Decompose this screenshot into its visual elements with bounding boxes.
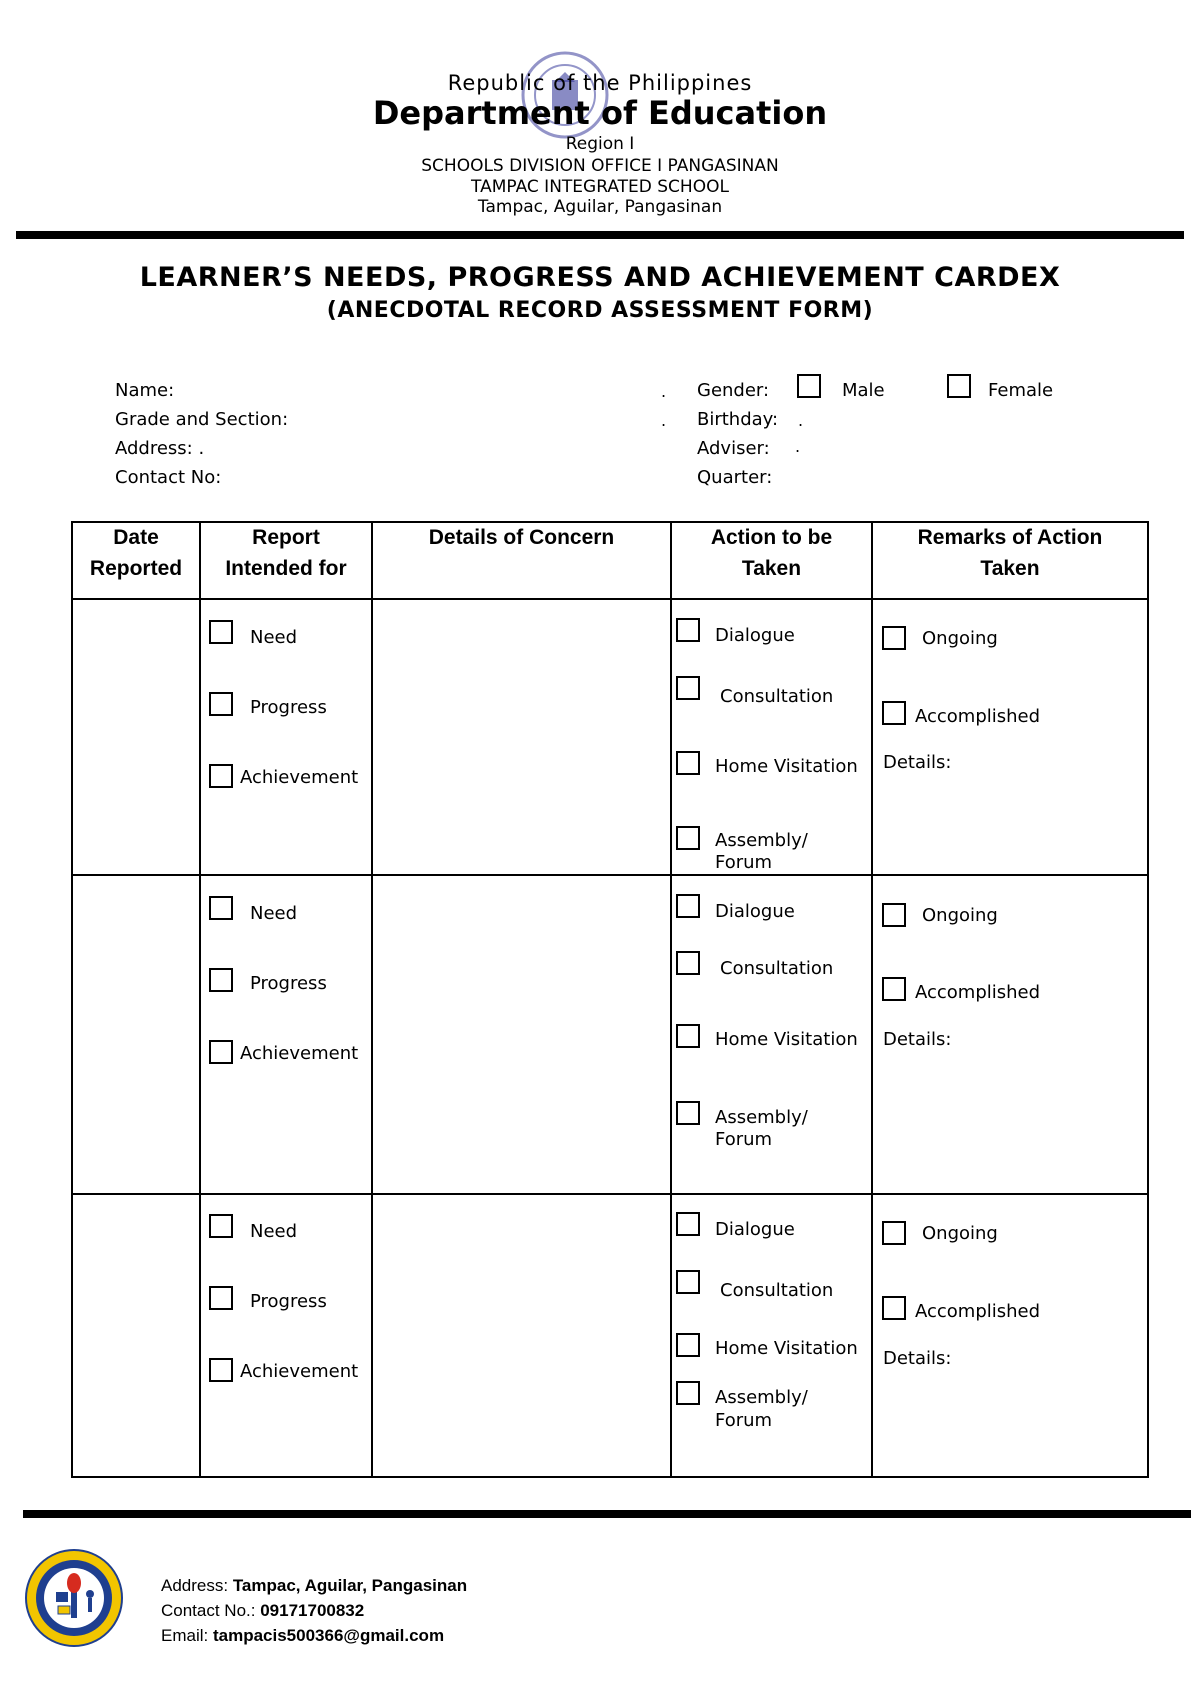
row2-ongoing-label: Ongoing xyxy=(922,905,998,926)
row2-progress-label: Progress xyxy=(250,973,327,994)
row1-consultation-label: Consultation xyxy=(720,686,834,707)
adviser-label: Adviser: xyxy=(697,438,770,459)
row1-need-checkbox[interactable] xyxy=(209,620,233,644)
table-border-left xyxy=(71,521,73,1478)
row3-need-label: Need xyxy=(250,1221,298,1242)
row1-assembly-forum-checkbox[interactable] xyxy=(676,826,700,850)
table-col-divider-4 xyxy=(871,521,873,1478)
table-border-bottom xyxy=(71,1476,1149,1478)
row2-need-label: Need xyxy=(250,903,298,924)
row3-accomplished-label: Accomplished xyxy=(915,1301,1041,1322)
row3-achievement-label: Achievement xyxy=(240,1361,359,1382)
row2-consultation-checkbox[interactable] xyxy=(676,951,700,975)
row2-consultation-label: Consultation xyxy=(720,958,834,979)
footer-address: Address: Tampac, Aguilar, Pangasinan xyxy=(161,1576,468,1595)
row2-forum-label: Forum xyxy=(715,1129,773,1150)
table-border-right xyxy=(1147,521,1149,1478)
male-label: Male xyxy=(842,380,885,401)
school-address-heading: Tampac, Aguilar, Pangasinan xyxy=(477,197,723,217)
row3-details-label: Details: xyxy=(883,1348,952,1369)
division-heading: SCHOOLS DIVISION OFFICE I PANGASINAN xyxy=(421,156,779,176)
row1-details-label: Details: xyxy=(883,752,952,773)
name-label: Name: xyxy=(115,380,175,401)
school-logo-icon xyxy=(24,1548,124,1648)
female-checkbox[interactable] xyxy=(947,374,971,398)
footer-contact: Contact No.: 09171700832 xyxy=(161,1601,365,1620)
row3-assembly-forum-checkbox[interactable] xyxy=(676,1381,700,1405)
row3-accomplished-checkbox[interactable] xyxy=(882,1296,906,1320)
row1-forum-label: Forum xyxy=(715,852,773,873)
row2-home-visitation-checkbox[interactable] xyxy=(676,1024,700,1048)
header-date-reported: Date Reported xyxy=(89,526,183,580)
footer-divider xyxy=(23,1510,1191,1518)
row2-accomplished-label: Accomplished xyxy=(915,982,1041,1003)
row1-accomplished-checkbox[interactable] xyxy=(882,701,906,725)
header-divider xyxy=(16,231,1184,239)
grade-section-label: Grade and Section: xyxy=(115,409,289,430)
row2-achievement-checkbox[interactable] xyxy=(209,1040,233,1064)
school-heading: TAMPAC INTEGRATED SCHOOL xyxy=(471,177,729,197)
header-remarks-of-action: Remarks of Action Taken xyxy=(917,526,1103,580)
row3-home-visitation-checkbox[interactable] xyxy=(676,1333,700,1357)
row2-accomplished-checkbox[interactable] xyxy=(882,977,906,1001)
row1-achievement-checkbox[interactable] xyxy=(209,764,233,788)
header-details-of-concern: Details of Concern xyxy=(428,526,615,549)
contact-label: Contact No: xyxy=(115,467,222,488)
row3-consultation-checkbox[interactable] xyxy=(676,1270,700,1294)
row2-assembly-forum-checkbox[interactable] xyxy=(676,1101,700,1125)
department-heading: Department of Education xyxy=(372,94,828,132)
row2-dialogue-label: Dialogue xyxy=(715,901,795,922)
table-col-divider-3 xyxy=(670,521,672,1478)
name-end-dot: . xyxy=(661,382,667,401)
row3-assembly-label: Assembly/ xyxy=(715,1387,808,1408)
form-subtitle: (ANECDOTAL RECORD ASSESSMENT FORM) xyxy=(326,298,874,323)
form-title: LEARNER’S NEEDS, PROGRESS AND ACHIEVEMENT CARDEX xyxy=(139,262,1061,293)
header-action-to-be-taken: Action to be Taken xyxy=(710,526,833,580)
row3-home-visitation-label: Home Visitation xyxy=(715,1338,858,1359)
region-heading: Region I xyxy=(565,134,635,154)
row3-consultation-label: Consultation xyxy=(720,1280,834,1301)
row3-dialogue-checkbox[interactable] xyxy=(676,1212,700,1236)
table-col-divider-1 xyxy=(199,521,201,1478)
adviser-dot: . xyxy=(795,437,801,456)
row2-ongoing-checkbox[interactable] xyxy=(882,903,906,927)
row2-achievement-label: Achievement xyxy=(240,1043,359,1064)
row1-dialogue-label: Dialogue xyxy=(715,625,795,646)
row2-dialogue-checkbox[interactable] xyxy=(676,894,700,918)
row1-progress-label: Progress xyxy=(250,697,327,718)
row2-home-visitation-label: Home Visitation xyxy=(715,1029,858,1050)
row3-dialogue-label: Dialogue xyxy=(715,1219,795,1240)
address-label: Address: . xyxy=(115,438,205,459)
row2-assembly-label: Assembly/ xyxy=(715,1107,808,1128)
gender-label: Gender: xyxy=(697,380,770,401)
row1-ongoing-label: Ongoing xyxy=(922,628,998,649)
footer-email: Email: tampacis500366@gmail.com xyxy=(161,1626,445,1645)
row3-forum-label: Forum xyxy=(715,1410,773,1431)
row1-assembly-label: Assembly/ xyxy=(715,830,808,851)
row1-dialogue-checkbox[interactable] xyxy=(676,618,700,642)
row3-achievement-checkbox[interactable] xyxy=(209,1358,233,1382)
row3-ongoing-checkbox[interactable] xyxy=(882,1221,906,1245)
grade-end-dot: . xyxy=(661,411,667,430)
row1-progress-checkbox[interactable] xyxy=(209,692,233,716)
row2-need-checkbox[interactable] xyxy=(209,896,233,920)
row2-details-label: Details: xyxy=(883,1029,952,1050)
row1-need-label: Need xyxy=(250,627,298,648)
republic-heading: Republic of the Philippines xyxy=(447,71,753,95)
row3-progress-label: Progress xyxy=(250,1291,327,1312)
row2-progress-checkbox[interactable] xyxy=(209,968,233,992)
female-label: Female xyxy=(988,380,1054,401)
table-row-1-bottom xyxy=(71,874,1149,876)
birthday-label: Birthday: xyxy=(697,409,779,430)
table-col-divider-2 xyxy=(371,521,373,1478)
row3-progress-checkbox[interactable] xyxy=(209,1286,233,1310)
row3-ongoing-label: Ongoing xyxy=(922,1223,998,1244)
male-checkbox[interactable] xyxy=(797,374,821,398)
row1-accomplished-label: Accomplished xyxy=(915,706,1041,727)
quarter-label: Quarter: xyxy=(697,467,773,488)
row1-home-visitation-label: Home Visitation xyxy=(715,756,858,777)
row1-achievement-label: Achievement xyxy=(240,767,359,788)
table-row-2-bottom xyxy=(71,1193,1149,1195)
row1-consultation-checkbox[interactable] xyxy=(676,676,700,700)
row1-ongoing-checkbox[interactable] xyxy=(882,626,906,650)
header-report-intended-for: Report Intended for xyxy=(225,526,347,580)
row1-home-visitation-checkbox[interactable] xyxy=(676,751,700,775)
birthday-dot: . xyxy=(798,411,804,430)
table-header-bottom xyxy=(71,598,1149,600)
row3-need-checkbox[interactable] xyxy=(209,1214,233,1238)
